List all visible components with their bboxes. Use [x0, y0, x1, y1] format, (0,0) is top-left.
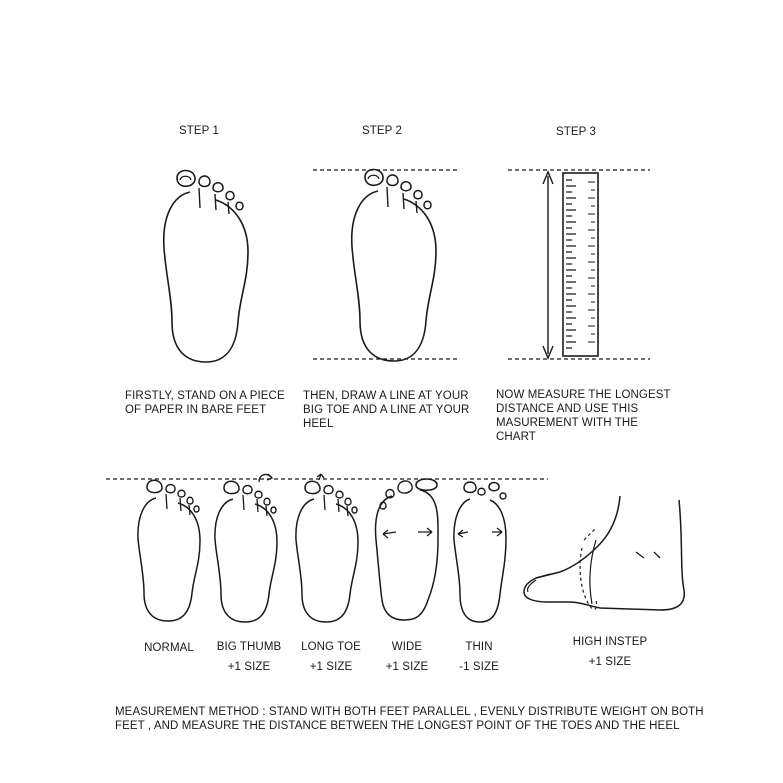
foot-type-label-normal: NORMAL [144, 642, 194, 654]
foot-with-lines-icon [313, 170, 460, 362]
long-toe-foot-icon [296, 474, 358, 622]
step-2-title: STEP 2 [362, 125, 403, 137]
foot-type-label-wide: WIDE [391, 641, 423, 653]
big-thumb-foot-icon [215, 474, 277, 622]
foot-type-adjust-long-toe: +1 SIZE [309, 661, 353, 673]
step-2-description: THEN, DRAW A LINE AT YOUR BIG TOE AND A LINE AT YOUR HEEL [303, 390, 470, 430]
foot-type-label-long-toe: LONG TOE [301, 641, 361, 653]
foot-type-adjust-wide: +1 SIZE [385, 661, 429, 673]
foot-outline-icon [164, 171, 248, 363]
foot-type-adjust-thin: -1 SIZE [459, 661, 499, 673]
measurement-method-text: MEASUREMENT METHOD : STAND WITH BOTH FEET PARALLEL , EVENLY DISTRIBUTE WEIGHT ON BOTH FEET , AND MEASURE THE DISTANCE BETWEEN THE LONGEST POINT OF THE TOES AND THE HEEL [115, 706, 704, 732]
step-1-title: STEP 1 [179, 125, 220, 137]
step-3-title: STEP 3 [556, 126, 597, 138]
foot-type-label-high-instep: HIGH INSTEP [572, 636, 648, 648]
foot-type-label-big-thumb: BIG THUMB [216, 641, 282, 653]
normal-foot-icon [138, 480, 200, 621]
foot-type-adjust-big-thumb: +1 SIZE [227, 661, 271, 673]
wide-foot-icon [376, 479, 439, 620]
step-1-description: FIRSTLY, STAND ON A PIECE OF PAPER IN BARE FEET [125, 390, 285, 416]
step-3-description: NOW MEASURE THE LONGEST DISTANCE AND USE THIS MASUREMENT WITH THE CHART [496, 389, 671, 443]
foot-type-label-thin: THIN [465, 641, 493, 653]
ruler-icon [508, 170, 650, 359]
high-instep-foot-icon [524, 496, 684, 610]
foot-type-adjust-high-instep: +1 SIZE [588, 656, 632, 668]
thin-foot-icon [454, 482, 506, 622]
